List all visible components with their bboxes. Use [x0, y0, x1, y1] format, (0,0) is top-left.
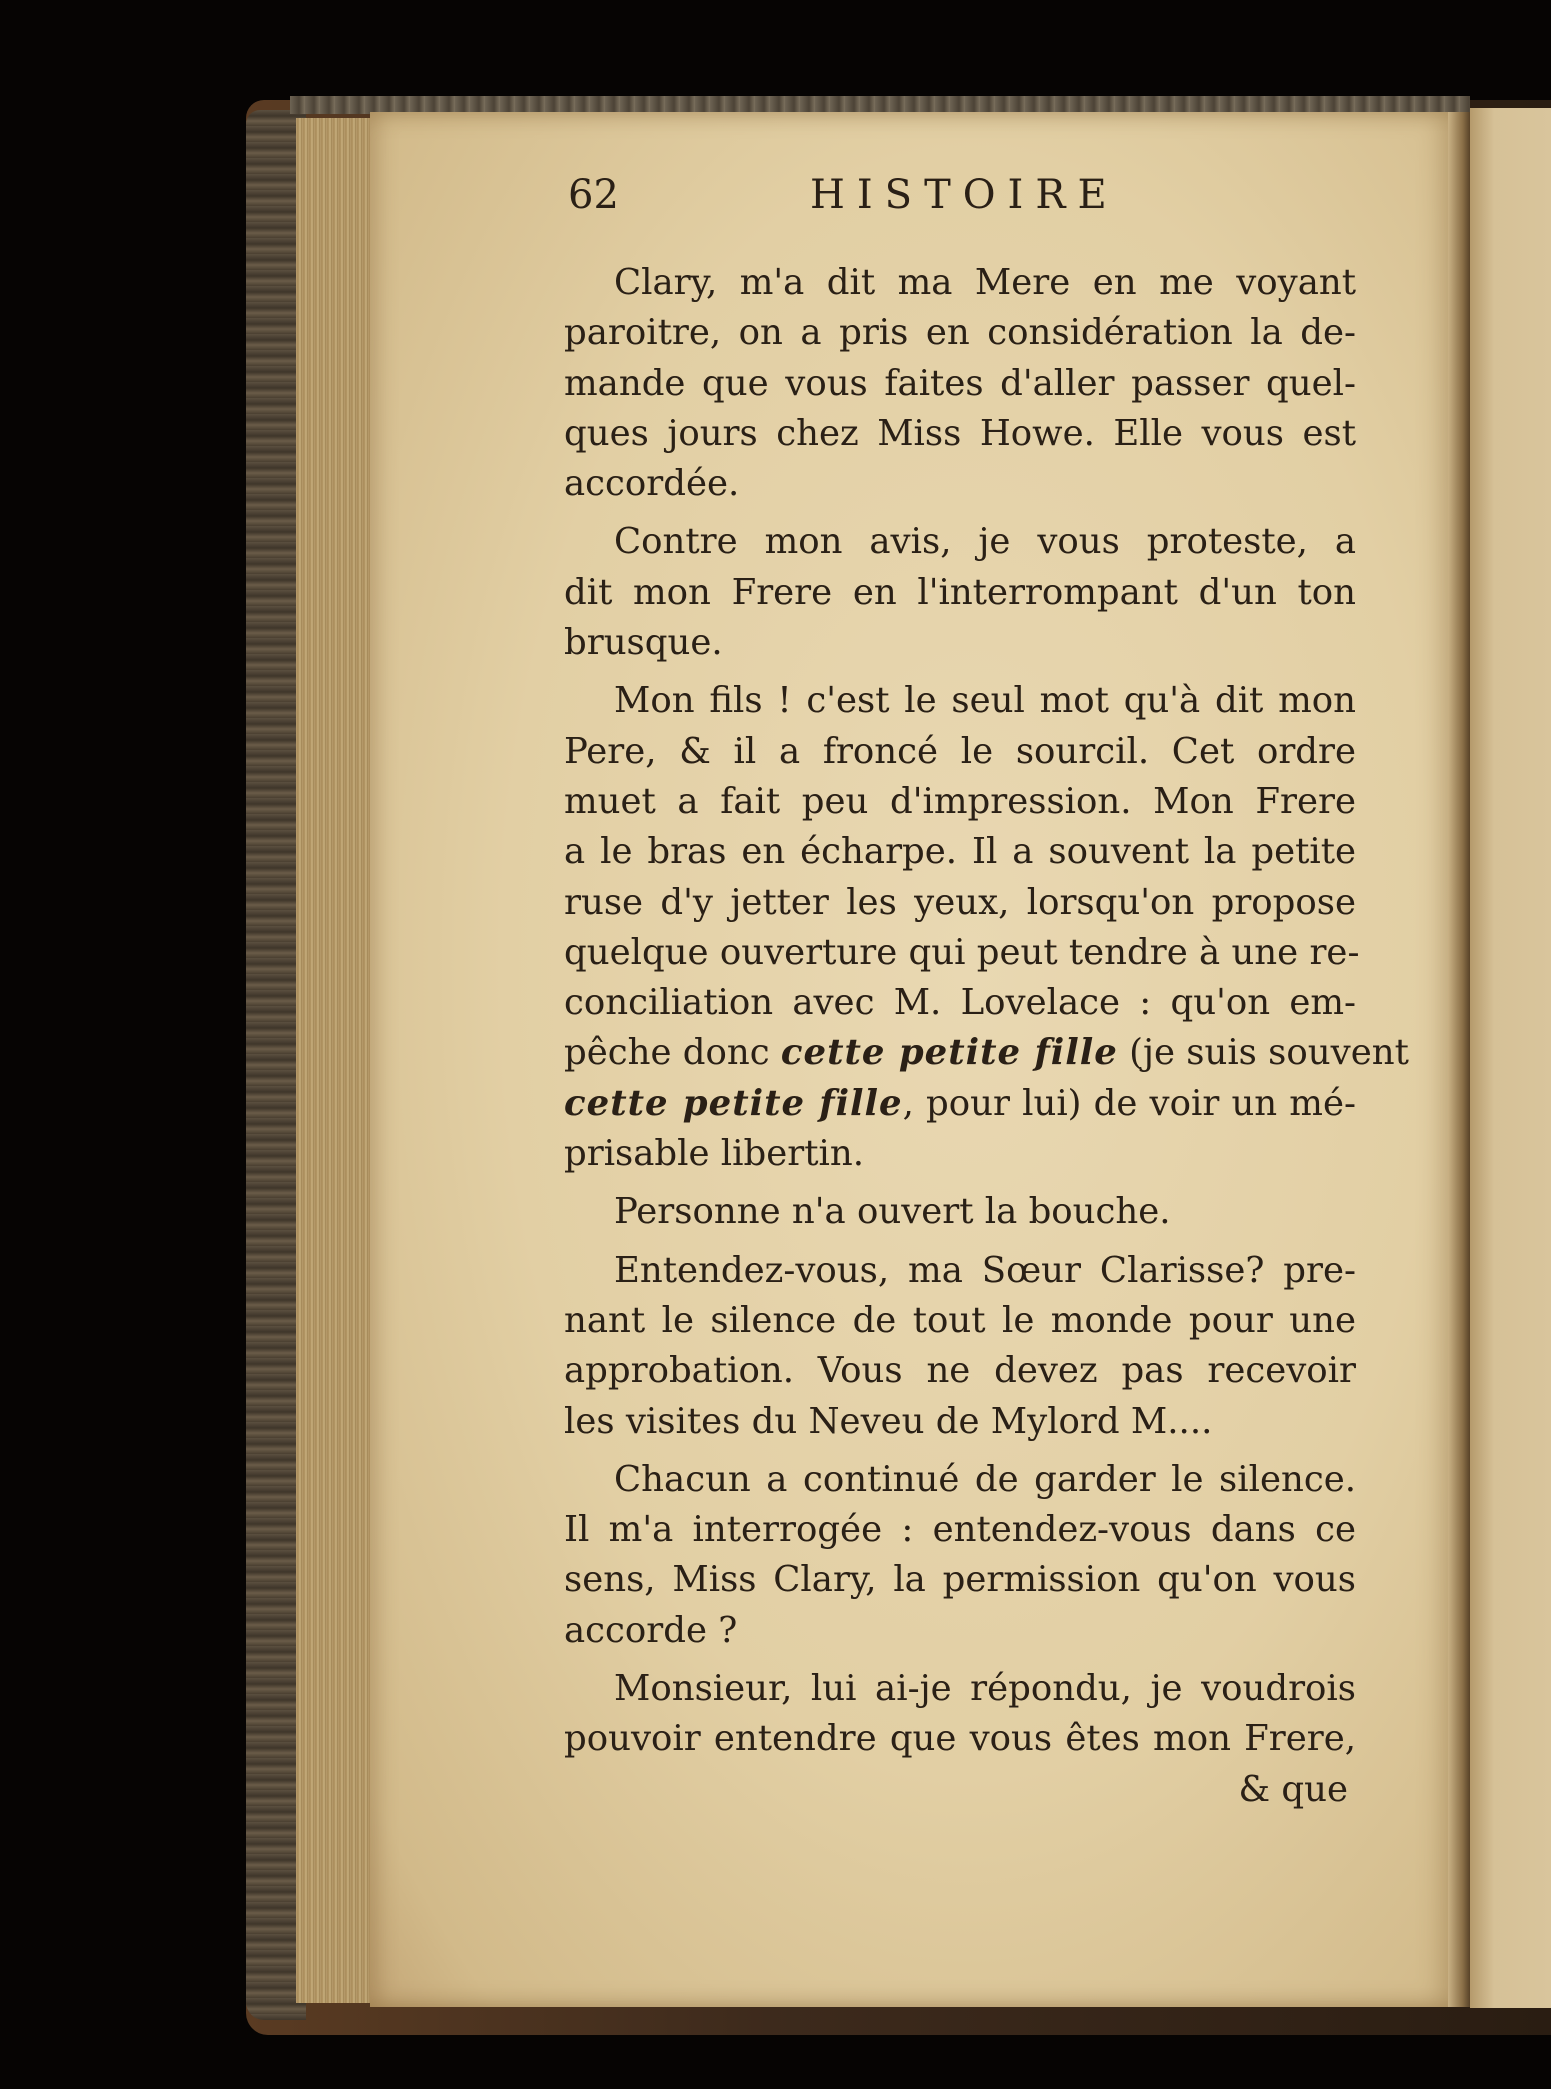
- text-line: [564, 1129, 1356, 1179]
- running-header: [568, 172, 1368, 232]
- italic-phrase: cette petite fille: [780, 1032, 1118, 1074]
- text-line: [564, 1346, 1356, 1396]
- text-line: [564, 1505, 1356, 1555]
- running-title: HISTOIRE: [810, 172, 1119, 218]
- paragraph-gap: [564, 1447, 1356, 1455]
- text-run: prisable libertin.: [564, 1133, 864, 1175]
- paragraph-gap: [564, 1238, 1356, 1246]
- text-run: ruse d'y jetter les yeux, lorsqu'on propose: [564, 881, 1356, 923]
- text-line: [564, 618, 1356, 668]
- text-run: brusque.: [564, 622, 723, 664]
- text-run: accorde ?: [564, 1609, 738, 1651]
- text-line: [564, 1606, 1356, 1656]
- text-line: [564, 1765, 1356, 1815]
- text-line: [564, 676, 1356, 726]
- page-number: 62: [568, 172, 619, 218]
- text-run: (je suis souvent: [1117, 1032, 1409, 1074]
- italic-phrase: cette petite fille: [564, 1082, 903, 1124]
- text-run: Personne n'a ouvert la bouche.: [614, 1191, 1171, 1233]
- text-line: [564, 827, 1356, 877]
- page-gutter: [1448, 112, 1472, 2007]
- text-line: [564, 359, 1356, 409]
- text-run: ques jours chez Miss Howe. Elle vous est: [564, 412, 1356, 454]
- text-run: accordée.: [564, 463, 740, 505]
- paragraph-gap: [564, 1656, 1356, 1664]
- text-line: [564, 1296, 1356, 1346]
- text-line: [564, 517, 1356, 567]
- text-run: paroitre, on a pris en considération la de-: [564, 312, 1356, 354]
- text-line: [564, 1455, 1356, 1505]
- text-line: [564, 978, 1356, 1028]
- text-line: [564, 308, 1356, 358]
- text-line: [564, 1079, 1356, 1129]
- text-line: [564, 928, 1360, 978]
- text-run: quelque ouverture qui peut tendre à une re-: [564, 931, 1360, 973]
- paragraph-gap: [564, 509, 1356, 517]
- paragraph-gap: [564, 1179, 1356, 1187]
- page-edges: [296, 118, 376, 2003]
- text-line: [564, 1714, 1356, 1764]
- text-run: & que: [1238, 1768, 1348, 1810]
- text-run: sens, Miss Clary, la permission qu'on vous: [564, 1559, 1356, 1601]
- text-run: pêche donc: [564, 1032, 781, 1074]
- text-run: Monsieur, lui ai-je répondu, je voudrois: [614, 1668, 1356, 1710]
- text-run: pouvoir entendre que vous êtes mon Frere,: [564, 1718, 1356, 1760]
- text-run: dit mon Frere en l'interrompant d'un ton: [564, 571, 1356, 613]
- text-run: Il m'a interrogée : entendez-vous dans ce: [564, 1509, 1356, 1551]
- text-run: nant le silence de tout le monde pour une: [564, 1299, 1356, 1341]
- text-run: Clary, m'a dit ma Mere en me voyant: [614, 262, 1356, 303]
- text-run: mande que vous faites d'aller passer quel-: [564, 362, 1356, 404]
- text-run: muet a fait peu d'impression. Mon Frere: [564, 780, 1356, 822]
- text-line: [564, 1555, 1356, 1605]
- text-run: Entendez-vous, ma Sœur Clarisse? pre-: [614, 1249, 1356, 1291]
- text-line: [564, 1664, 1356, 1714]
- text-run: Mon fils ! c'est le seul mot qu'à dit mon: [614, 680, 1356, 722]
- text-run: , pour lui) de voir un mé-: [902, 1082, 1356, 1124]
- text-line: [564, 409, 1356, 459]
- page-body-text: [564, 258, 1409, 1815]
- text-line: [564, 727, 1356, 777]
- text-run: Contre mon avis, je vous proteste, a: [614, 521, 1356, 563]
- text-run: approbation. Vous ne devez pas recevoir: [564, 1350, 1356, 1392]
- text-run: conciliation avec M. Lovelace : qu'on em-: [564, 982, 1356, 1024]
- text-line: [564, 1246, 1356, 1296]
- paragraph-gap: [564, 668, 1356, 676]
- text-run: les visites du Neveu de Mylord M....: [564, 1400, 1213, 1442]
- text-line: [564, 1187, 1356, 1237]
- text-run: Chacun a continué de garder le silence.: [614, 1458, 1356, 1500]
- text-run: Pere, & il a froncé le sourcil. Cet ordre: [564, 730, 1356, 772]
- text-line: [564, 1028, 1409, 1078]
- text-run: a le bras en écharpe. Il a souvent la petite: [564, 831, 1356, 873]
- text-line: [564, 258, 1356, 308]
- text-line: [564, 568, 1356, 618]
- text-line: [564, 777, 1356, 827]
- text-line: [564, 1397, 1356, 1447]
- text-line: [564, 878, 1356, 928]
- text-line: [564, 459, 1356, 509]
- facing-page-edge: [1470, 108, 1551, 2008]
